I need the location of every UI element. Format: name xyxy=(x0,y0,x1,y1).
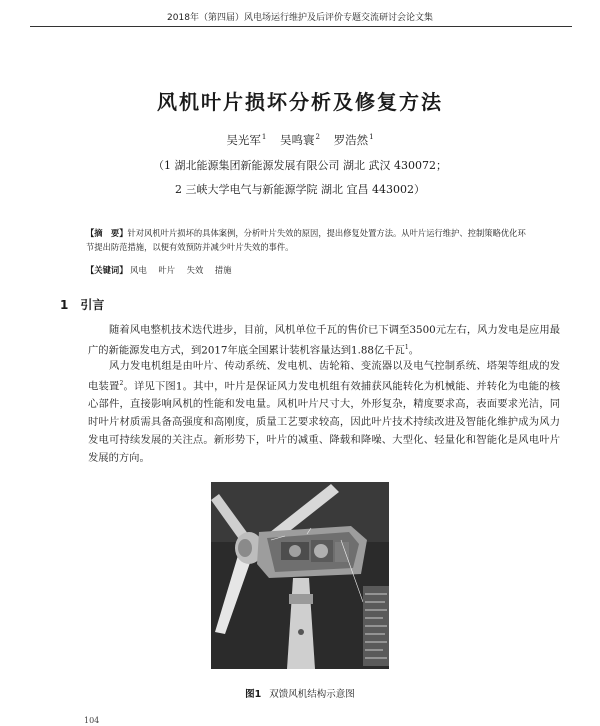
affiliation-1: （1 湖北能源集团新能源发展有限公司 湖北 武汉 430072； xyxy=(153,159,447,172)
author-2: 吴鸣寰$^2$ xyxy=(280,133,320,147)
figure-number: 图1 xyxy=(245,689,262,700)
keyword: 风电 xyxy=(130,265,147,275)
section-number: 1 xyxy=(60,298,69,312)
abstract xyxy=(86,226,526,254)
keywords-label: 【关键词】 xyxy=(86,265,128,275)
keyword: 叶片 xyxy=(158,265,175,275)
author-1: 吴光军$^1$ xyxy=(226,133,267,147)
paragraph: 风力发电机组是由叶片、传动系统、发电机、齿轮箱、变流器以及电气控制系统、塔架等组成的发电装置$^2$。详见下图1。其中，叶片是保证风力发电机组有效捕获风能转化为机械能、并转化为电能的核心部件，直接影响风机的性能和发电量。风机叶片尺寸大，外形复杂，精度要求高，表面要求光洁，同时叶片材质需具备高强度和高刚度，质量工艺要求较高，因此叶片技术持续改进及智能化维护成为风力发电可持续发展的关注点。新形势下，叶片的减重、降载和降噪、大型化、轻量化和智能化是风电叶片发展的方向。 xyxy=(88,360,560,465)
keyword: 措施 xyxy=(214,265,232,275)
header-rule xyxy=(30,26,572,27)
author-list xyxy=(0,132,600,148)
section-heading xyxy=(60,296,104,313)
author-3: 罗浩然$^1$ xyxy=(333,133,374,147)
abstract-text: 针对风机叶片损坏的具体案例，分析叶片失效的原因，提出修复处置方法。从叶片运行维护、控制策略优化环节提出防范措施，以便有效预防并减少叶片失效的事件。 xyxy=(86,228,526,252)
running-header: 2018年（第四届）风电场运行维护及后评价专题交流研讨会论文集 xyxy=(167,13,433,23)
figure-caption xyxy=(0,686,600,700)
section-title: 引言 xyxy=(80,298,105,312)
affiliation-2: 2 三峡大学电气与新能源学院 湖北 宜昌 443002） xyxy=(175,183,425,196)
wind-turbine-structure-figure xyxy=(211,482,389,669)
page-number: 104 xyxy=(84,716,100,725)
keywords xyxy=(86,263,526,277)
abstract-label: 【摘 要】 xyxy=(86,228,128,238)
keyword: 失效 xyxy=(186,265,204,275)
paragraph: 随着风电整机技术迭代进步，目前，风机单位千瓦的售价已下调至3500元左右，风力发电是应用最广的新能源发电方式，到2017年底全国累计装机容量达到1.88亿千瓦$^1$。 xyxy=(88,324,560,357)
paper-title: 风机叶片损坏分析及修复方法 xyxy=(157,90,443,114)
figure-caption-text: 双馈风机结构示意图 xyxy=(269,689,355,700)
